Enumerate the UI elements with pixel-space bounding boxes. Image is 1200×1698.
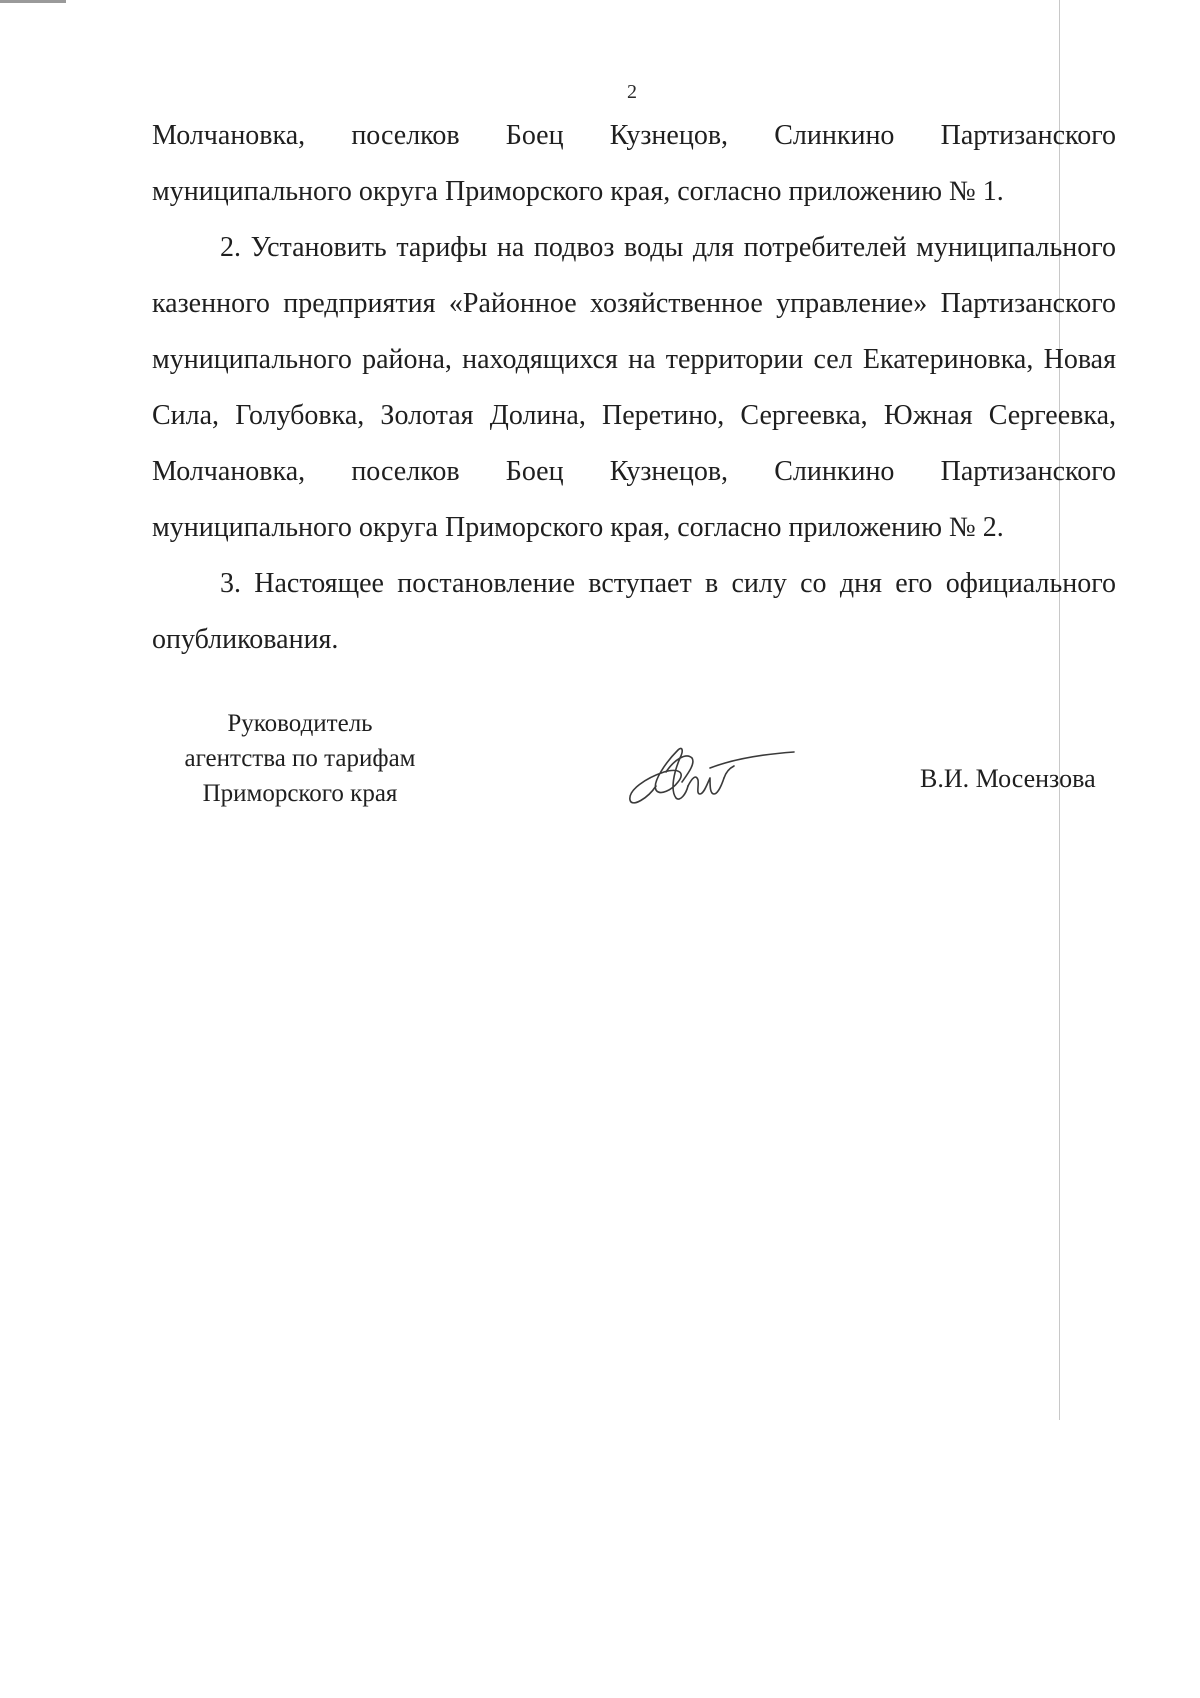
signatory-name: В.И. Мосензова	[920, 764, 1096, 793]
paragraph-continuation: Молчановка, поселков Боец Кузнецов, Слинкино Партизанского муниципального округа Приморского края, согласно приложению № 1.	[152, 120, 1116, 207]
document-body	[152, 108, 1116, 668]
signatory-title-line: агентства по тарифам	[184, 745, 416, 772]
page-number: 2	[627, 81, 637, 103]
paragraph-item-3: 3. Настоящее постановление вступает в силу со дня его официального опубликования.	[152, 568, 1116, 655]
scan-edge-mark	[0, 0, 66, 3]
signatory-title-line: Приморского края	[202, 780, 398, 807]
handwritten-signature	[626, 728, 796, 814]
signatory-title-line: Руководитель	[227, 710, 373, 737]
paragraph-item-2: 2. Установить тарифы на подвоз воды для потребителей муниципального казенного предприятия «Районное хозяйственное управление» Партизанского муниципального района, находящихся на территории сел Екатериновка, Новая Сила, Голубовка, Золотая Долина, Перетино, Сергеевка, Южная Сергеевка, Молчановка, поселков Боец Кузнецов, Слинкино Партизанского муниципального округа Приморского края, согласно приложению № 2.	[152, 232, 1116, 543]
signatory-title	[150, 706, 450, 811]
